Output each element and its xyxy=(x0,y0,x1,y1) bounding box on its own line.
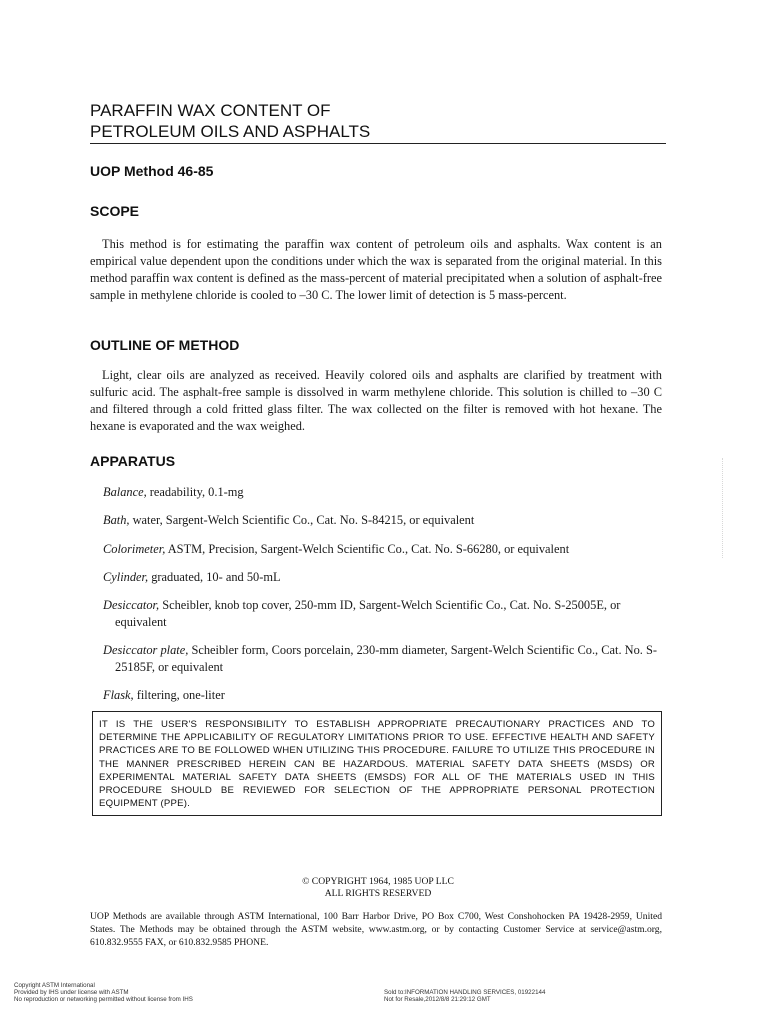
apparatus-heading: APPARATUS xyxy=(90,453,176,469)
apparatus-item-desc: readability, 0.1-mg xyxy=(146,485,244,499)
apparatus-item-desc: Scheibler, knob top cover, 250-mm ID, Sargent-Welch Scientific Co., Cat. No. S-25005E, or equivalent xyxy=(115,598,621,629)
outline-heading: OUTLINE OF METHOD xyxy=(90,337,240,353)
copyright-notice xyxy=(90,876,666,900)
apparatus-item-name: Bath, xyxy=(103,513,130,527)
apparatus-item-colorimeter xyxy=(103,541,675,558)
safety-warning-box xyxy=(92,711,662,816)
apparatus-item-balance xyxy=(103,484,675,501)
apparatus-item-name: Desiccator plate, xyxy=(103,643,189,657)
footer-left-line-2: Provided by IHS under license with ASTM xyxy=(14,989,129,996)
apparatus-item-name: Colorimeter, xyxy=(103,542,166,556)
availability-notice: UOP Methods are available through ASTM International, 100 Barr Harbor Drive, PO Box C700, West Conshohocken PA 19428-2959, United States. The Methods may be obtained through the ASTM website, www.astm.org, or by contacting Customer Service at service@astm.org, 610.832.9555 FAX, or 610.832.9585 PHONE. xyxy=(90,911,662,948)
apparatus-item-desc: filtering, one-liter xyxy=(133,688,225,702)
side-margin-marks xyxy=(722,458,726,558)
footer-left-line-3: No reproduction or networking permitted without license from IHS xyxy=(14,996,193,1003)
footer-right xyxy=(384,989,545,1003)
apparatus-item-cylinder xyxy=(103,569,675,586)
footer-left xyxy=(14,982,193,1003)
footer-right-line-1: Sold to:INFORMATION HANDLING SERVICES, 01922144 xyxy=(384,989,546,996)
apparatus-item-bath xyxy=(103,512,675,529)
apparatus-item-desc: ASTM, Precision, Sargent-Welch Scientific Co., Cat. No. S-66280, or equivalent xyxy=(165,542,570,556)
safety-warning-text: IT IS THE USER'S RESPONSIBILITY TO ESTABLISH APPROPRIATE PRECAUTIONARY PRACTICES AND TO DETERMINE THE APPLICABILITY OF REGULATORY LIMITATIONS PRIOR TO USE. EFFECTIVE HEALTH AND SAFETY PRACTICES ARE TO BE FOLLOWED WHEN UTILIZING THIS PROCEDURE. FAILURE TO UTILIZE THIS PROCEDURE IN THE MANNER PRESCRIBED HEREIN CAN BE HAZARDOUS. MATERIAL SAFETY DATA SHEETS (MSDS) OR EXPERIMENTAL MATERIAL SAFETY DATA SHEETS (EMSDS) FOR ALL OF THE MATERIALS USED IN THIS PROCEDURE SHOULD BE REVIEWED FOR SELECTION OF THE APPROPRIATE PERSONAL PROTECTION EQUIPMENT (PPE). xyxy=(99,719,655,810)
scope-heading: SCOPE xyxy=(90,203,140,219)
method-number: UOP Method 46-85 xyxy=(90,163,214,179)
title-divider xyxy=(90,143,666,144)
apparatus-item-flask xyxy=(103,687,675,704)
title-line-1: PARAFFIN WAX CONTENT OF xyxy=(90,101,331,120)
rights-reserved-line: ALL RIGHTS RESERVED xyxy=(324,888,432,899)
apparatus-item-desc: Scheibler form, Coors porcelain, 230-mm diameter, Sargent-Welch Scientific Co., Cat. No. S-25185F, or equivalent xyxy=(115,643,658,674)
apparatus-item-name: Desiccator, xyxy=(103,598,160,612)
title-line-2: PETROLEUM OILS AND ASPHALTS xyxy=(90,122,371,141)
apparatus-item-desiccator-plate xyxy=(103,642,675,676)
apparatus-item-name: Cylinder, xyxy=(103,570,149,584)
outline-paragraph: Light, clear oils are analyzed as received. Heavily colored oils and asphalts are clarified by treatment with sulfuric acid. The asphalt-free sample is dissolved in warm methylene chloride. This solution is chilled to –30 C and filtered through a cold fritted glass filter. The wax collected on the filter is removed with hot hexane. The hexane is evaporated and the wax weighed. xyxy=(90,368,662,433)
apparatus-item-name: Flask, xyxy=(103,688,134,702)
apparatus-item-desc: water, Sargent-Welch Scientific Co., Cat. No. S-84215, or equivalent xyxy=(129,513,475,527)
copyright-line: © COPYRIGHT 1964, 1985 UOP LLC xyxy=(302,876,454,887)
apparatus-item-desiccator xyxy=(103,597,675,631)
apparatus-item-name: Balance, xyxy=(103,485,147,499)
scope-paragraph: This method is for estimating the paraffin wax content of petroleum oils and asphalts. Wax content is an empirical value dependent upon the conditions under which the wax is separated from the original material. In this method paraffin wax content is defined as the mass-percent of material precipitated when a solution of asphalt-free sample in methylene chloride is cooled to –30 C. The lower limit of detection is 5 mass-percent. xyxy=(90,237,662,302)
footer-left-line-1: Copyright ASTM International xyxy=(14,982,95,989)
footer-right-line-2: Not for Resale,2012/8/8 21:29:12 GMT xyxy=(384,996,491,1003)
document-title xyxy=(90,100,666,142)
apparatus-item-desc: graduated, 10- and 50-mL xyxy=(148,570,281,584)
